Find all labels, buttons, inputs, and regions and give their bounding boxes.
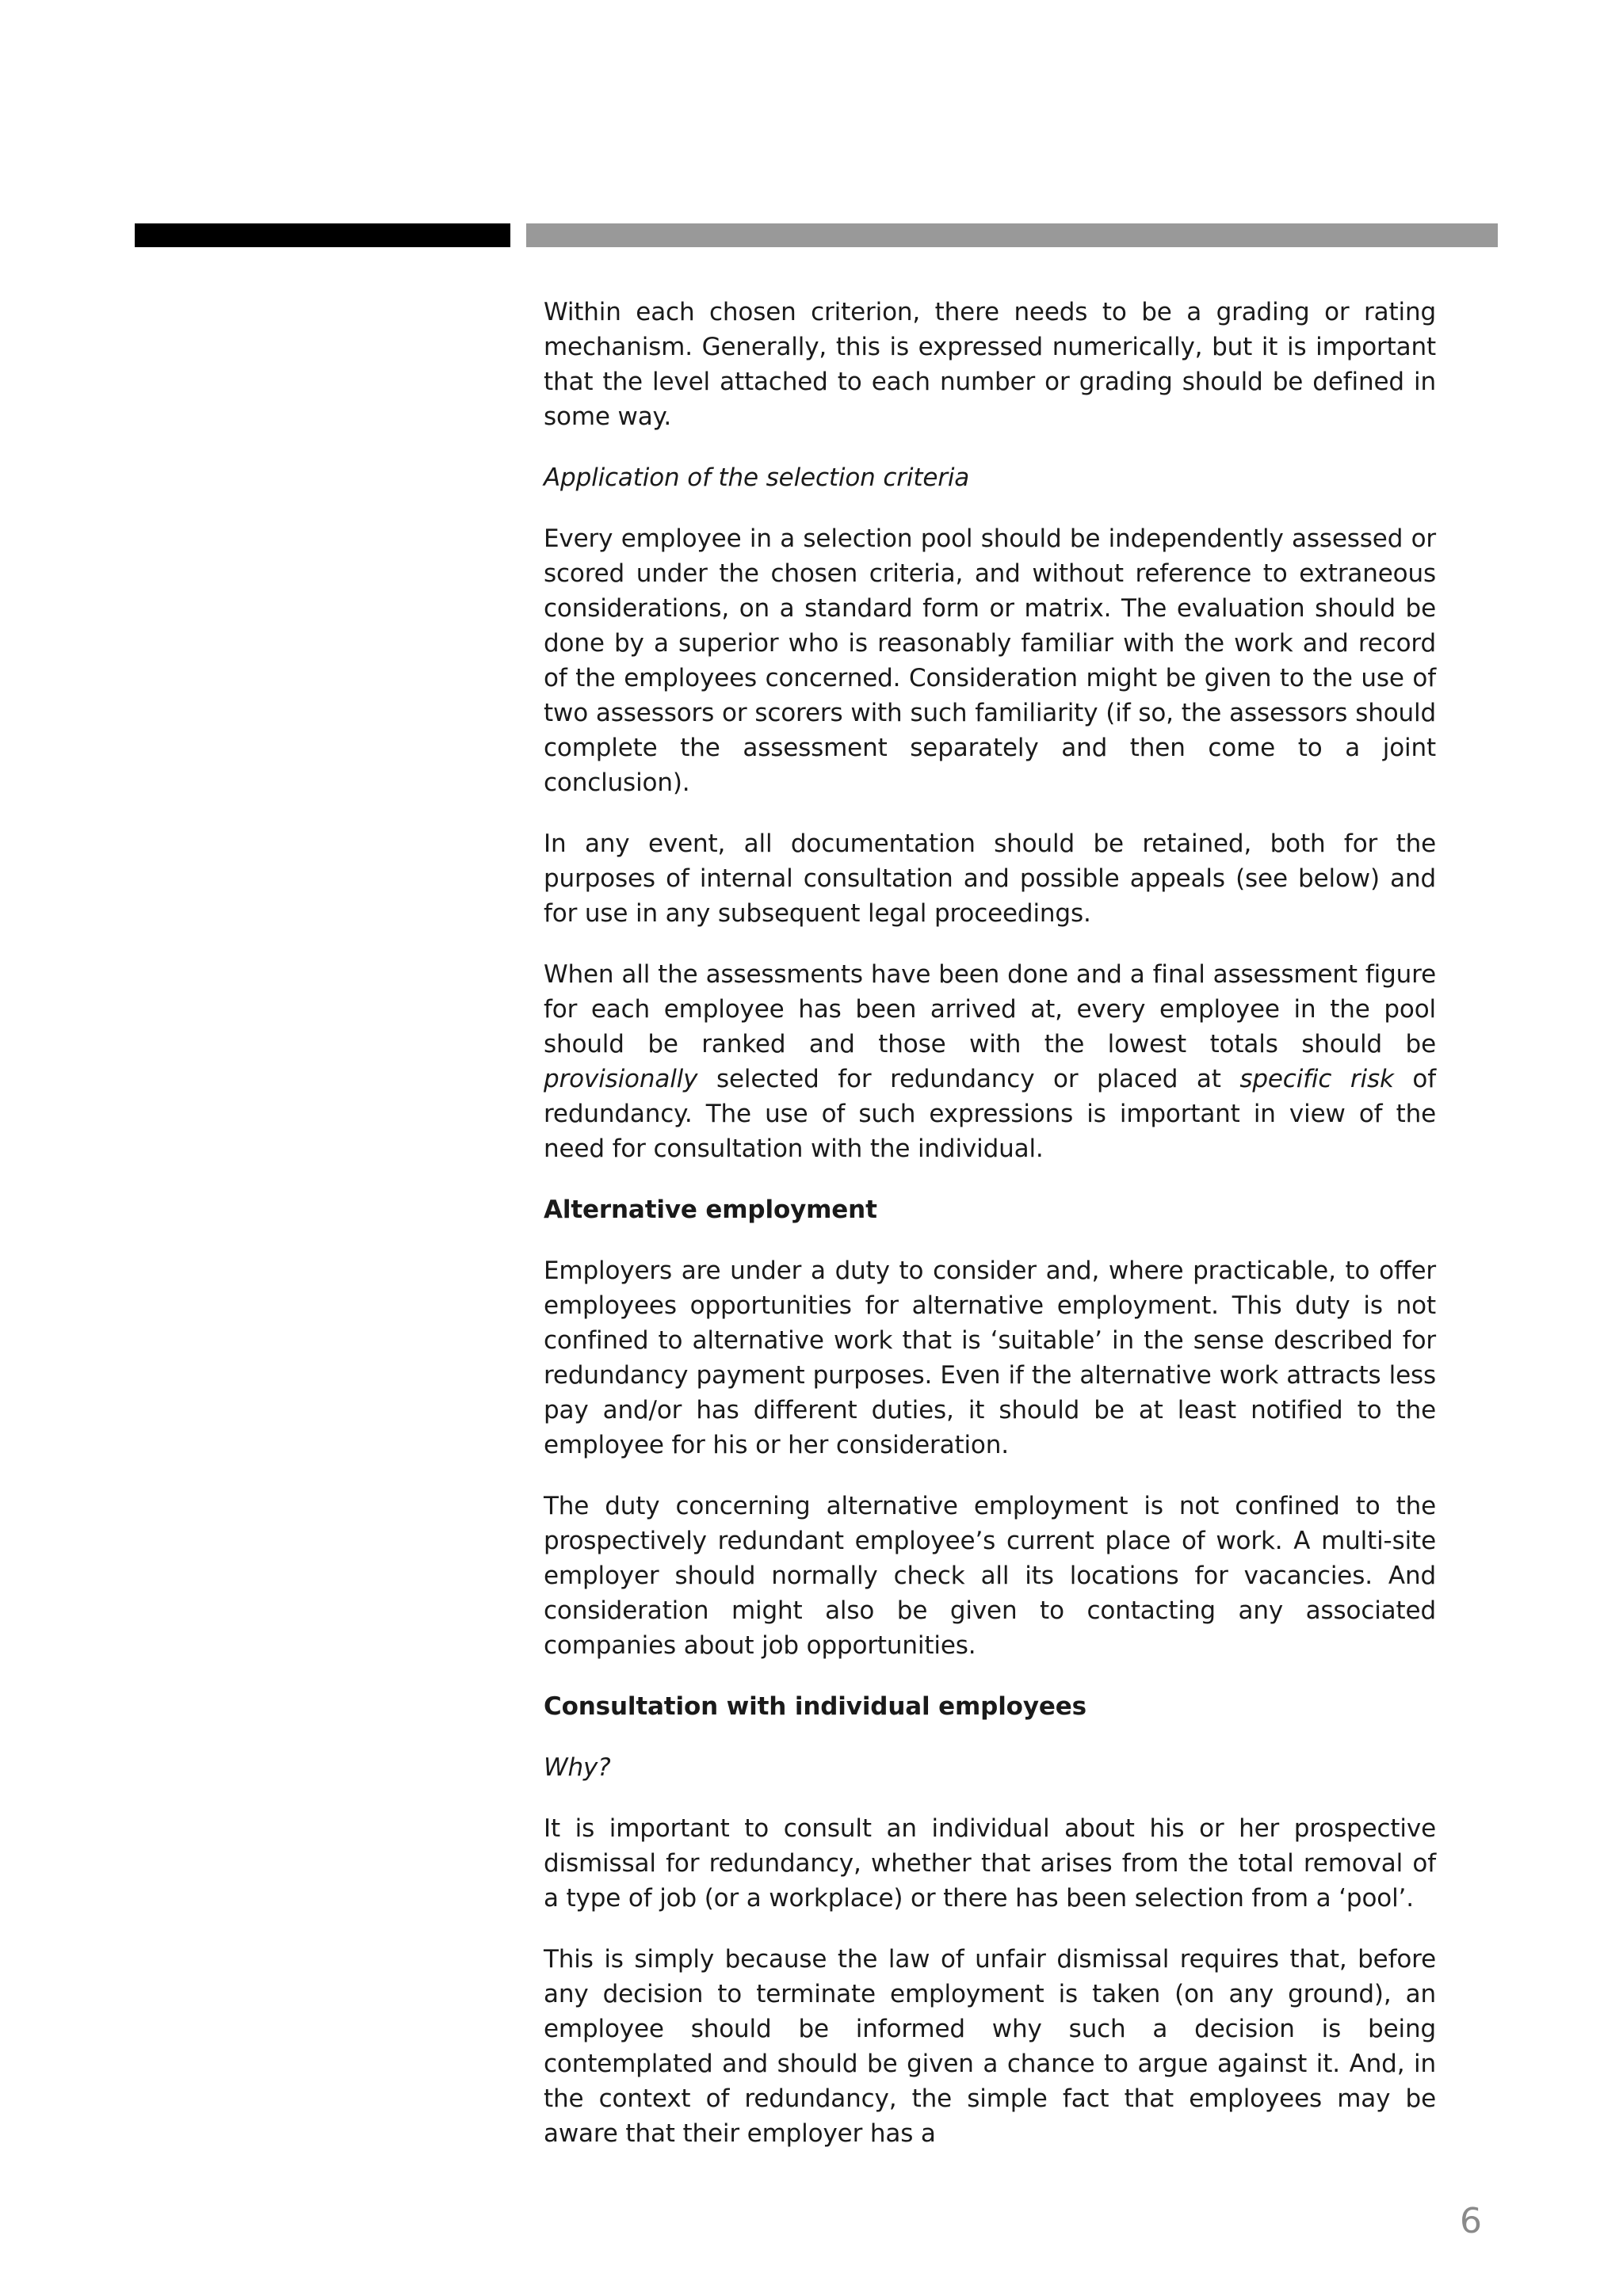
paragraph-grading-mechanism: Within each chosen criterion, there needs to be a grading or rating mechanism. Generally, this is expressed numerically, but it is important that the level attached to each number or grading should be defined in some way.	[544, 298, 1436, 431]
paragraph-ranking-text-a: When all the assessments have been done and a final assessment figure for each employee has been arrived at, every employee in the pool should be ranked and those with the lowest totals should be	[544, 960, 1436, 1058]
paragraph-documentation-retained: In any event, all documentation should be retained, both for the purposes of internal consultation and possible appeals (see below) and for use in any subsequent legal proceedings.	[544, 830, 1436, 928]
paragraph-multi-site: The duty concerning alternative employment is not confined to the prospectively redundant employee’s current place of work. A multi-site employer should normally check all its locations for vacancies. And consideration might also be given to contacting any associated companies about job opportunities.	[544, 1492, 1436, 1660]
document-body	[544, 295, 1436, 2177]
paragraph-unfair-dismissal-law: This is simply because the law of unfair dismissal requires that, before any decision to terminate employment is taken (on any ground), an employee should be informed why such a decision is being contemplated and should be given a chance to argue against it. And, in the context of redundancy, the simple fact that employees may be aware that their employer has a	[544, 1945, 1436, 2148]
paragraph-duty-to-offer: Employers are under a duty to consider and, where practicable, to offer employees opportunities for alternative employment. This duty is not confined to alternative work that is ‘suitable’ in the sense described for redundancy payment purposes. Even if the alternative work attracts less pay and/or has different duties, it should be at least notified to the employee for his or her consideration.	[544, 1257, 1436, 1459]
heading-alternative-employment: Alternative employment	[544, 1196, 877, 1224]
paragraph-independent-assessment: Every employee in a selection pool should be independently assessed or scored under the chosen criteria, and without reference to extraneous considerations, on a standard form or matrix. The evaluation should be done by a superior who is reasonably familiar with the work and record of the employees concerned. Consideration might be given to the use of two assessors or scorers with such familiarity (if so, the assessors should complete the assessment separately and then come to a joint conclusion).	[544, 524, 1436, 797]
emphasis-provisionally: provisionally	[544, 1065, 698, 1093]
header-bar-grey	[526, 223, 1498, 247]
paragraph-ranking	[544, 957, 1436, 1166]
heading-consultation-individual: Consultation with individual employees	[544, 1692, 1086, 1721]
subheading-why: Why?	[544, 1753, 611, 1782]
paragraph-ranking-text-b: selected for redundancy or placed at	[697, 1065, 1240, 1093]
paragraph-consult-individual: It is important to consult an individual about his or her prospective dismissal for redundancy, whether that arises from the total removal of a type of job (or a workplace) or there has been selection from a ‘pool’.	[544, 1814, 1436, 1913]
header-bar-black	[135, 223, 510, 247]
subheading-application-of-criteria: Application of the selection criteria	[544, 463, 970, 492]
emphasis-specific-risk: specific risk	[1239, 1065, 1394, 1093]
page-number: 6	[1460, 2201, 1482, 2241]
paragraph-ranking-text-c: of redundancy. The use of such expressions is important in view of the need for consultation with the individual.	[544, 1065, 1436, 1163]
